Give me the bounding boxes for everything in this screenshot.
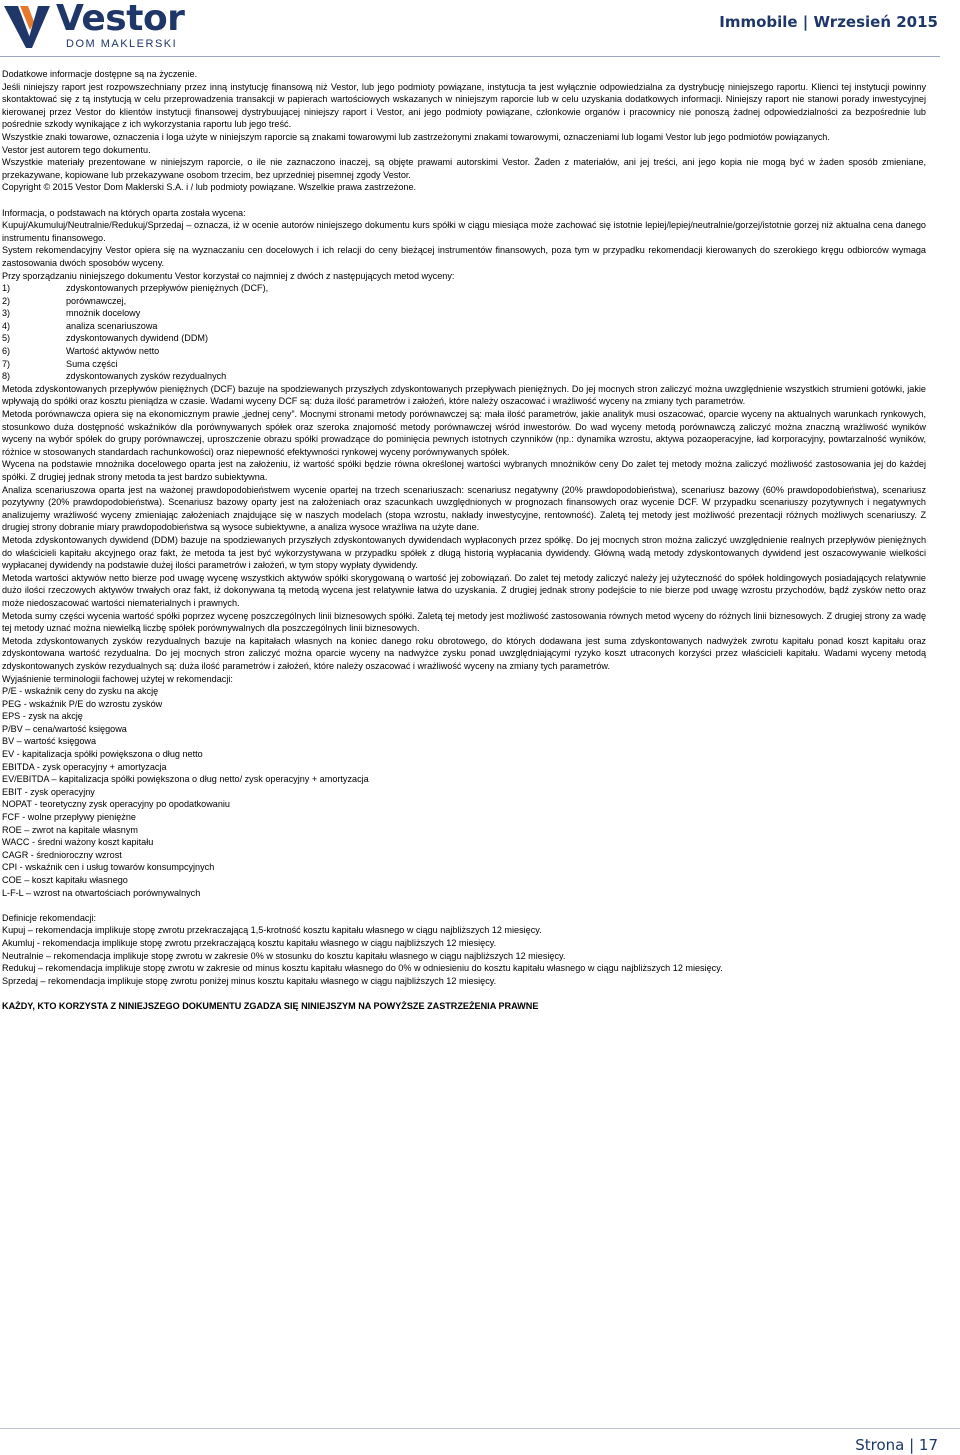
definitions-title: Definicje rekomendacji: [2,912,97,923]
definition-item: Sprzedaj – rekomendacja implikuje stopę zwrotu poniżej minus kosztu kapitału własnego w ciągu najbliższych 12 miesięcy. [2,975,497,986]
list-item [2,358,926,371]
disclaimer-paragraph: Vestor jest autorem tego dokumentu. [2,144,151,155]
method-description: Metoda zdyskontowanych przepływów pieniężnych (DCF) bazuje na spodziewanych przyszłych zdyskontowanych przepływach pieniężnych. Do jej mocnych stron zaliczyć można uwzględnienie wszystkich strumieni gotówki, jakie wpływają do spółki oraz kosztu pieniądza w czasie. Wadami wyceny DCF są: duża ilość parametrów i założeń, które należy oszacować i wrażliwość wyceny na zmiany tych parametrów. [2,383,926,407]
valuation-paragraph: Przy sporządzaniu niniejszego dokumentu Vestor korzystał co najmniej z dwóch z następujących metod wyceny: [2,270,455,281]
list-item-label: Wartość aktywów netto [66,346,160,357]
list-item [2,282,926,295]
list-item-number: 8) [2,371,11,382]
disclaimer-paragraph: Copyright © 2015 Vestor Dom Maklerski S.A. i / lub podmioty powiązane. Wszelkie prawa zastrzeżone. [2,182,417,193]
glossary-item: P/BV – cena/wartość księgowa [2,723,127,734]
document-body [2,68,926,1013]
page-header [0,0,960,58]
list-item [2,295,926,308]
header-divider [0,56,940,57]
spacer [2,987,926,1000]
logo-subtitle: DOM MAKLERSKI [66,38,178,50]
disclaimer-paragraph: Jeśli niniejszy raport jest rozpowszechniany przez inną instytucję finansową niż Vestor, lub jego podmioty powiązane, instytucja ta jest wyłącznie odpowiedzialna za dystrybucję niniejszego raportu. Klienci tej instytucji powinny skontaktować się z tą instytucją w celu przeprowadzenia transakcji w papierach wartościowych wskazanych w niniejszym raporcie lub w celu uzyskania dodatkowych informacji. Niniejszy raport nie stanowi porady inwestycyjnej kierowanej przez Vestor do klientów instytucji finansowej dystrybuującej niniejszy raport i Vestor, ani jego podmioty powiązane, członkowie organów i pracownicy nie ponoszą żadnej odpowiedzialności za bezpośrednie lub pośrednie szkody wynikające z ich wykorzystania raportu lub jego treść. [2,81,926,130]
glossary-item: EV/EBITDA – kapitalizacja spółki powiększona o dług netto/ zysk operacyjny + amortyzacja [2,774,369,785]
method-description: Metoda sumy części wycenia wartość spółki poprzez wycenę poszczególnych linii biznesowych spółki. Zaletą tej metody jest możliwość zastosowania równych metod wyceny do różnych linii biznesowych. Z drugiej strony za wadę tej metody uznać można niewielką liczbę spółek porównywalnych dla poszczególnych linii biznesowych. [2,610,926,634]
method-description: Analiza scenariuszowa oparta jest na ważonej prawdopodobieństwem wycenie opartej na trzech scenariuszach: scenariusz negatywny (20% prawdopodobieństwa), scenariusz bazowy (60% prawdopodobieństwa), scenariusz pozytywny (20% prawdopodobieństwa). Scenariusz bazowy oparty jest na założeniach oraz szacunkach uwzględnionych w prognozach finansowych oraz wycenie DCF. W przypadku scenariuszy pozytywnych i negatywnych analizujemy wrażliwość wyceny zmieniając założeniach znajdujące się w naszych modelach (stopa wzrostu, nakłady inwestycyjne, rentowność). Zaletą tej metody jest możliwość prezentacji różnych możliwych scenariuszy. Z drugiej strony dobranie miary prawdopodobieństwa są wysoce subiektywne, a analiza wysoce wrażliwa na użyte dane. [2,484,926,533]
spacer [2,194,926,207]
page-number: Strona | 17 [855,1436,938,1454]
vestor-v-logo-icon [4,4,54,50]
logo-name: Vestor [56,0,185,39]
list-item-label: zdyskontowanych zysków rezydualnych [66,371,227,382]
disclaimer-paragraph: Dodatkowe informacje dostępne są na życzenie. [2,69,198,79]
list-item-label: analiza scenariuszowa [66,320,158,331]
list-item-number: 3) [2,308,11,319]
glossary-item: EBITDA - zysk operacyjny + amortyzacja [2,761,167,772]
glossary-item: PEG - wskaźnik P/E do wzrostu zysków [2,698,163,709]
definition-item: Akumluj - rekomendacja implikuje stopę zwrotu przekraczającą kosztu kapitału własnego w ciągu najbliższych 12 miesięcy. [2,937,497,948]
glossary-item: P/E - wskaźnik ceny do zysku na akcję [2,686,159,697]
glossary-item: NOPAT - teoretyczny zysk operacyjny po opodatkowaniu [2,799,230,810]
glossary-item: WACC - średni ważony koszt kapitału [2,837,154,848]
disclaimer-paragraph: Wszystkie materiały prezentowane w niniejszym raporcie, o ile nie zaznaczono inaczej, są objęte prawami autorskimi Vestor. Żaden z materiałów, ani jej treści, ani jego kopia nie mogą być w żaden sposób zmieniane, przekazywane, kopiowane lub przekazywane osobom trzecim, bez uprzedniej pisemnej zgody Vestor. [2,157,926,180]
glossary-item: CAGR - średnioroczny wzrost [2,849,122,860]
footer-divider [0,1428,960,1429]
glossary-item: BV – wartość księgowa [2,736,97,747]
definition-item: Redukuj – rekomendacja implikuje stopę zwrotu w zakresie od minus kosztu kapitału własnego do 0% w odniesieniu do kosztu kapitału własnego w ciągu najbliższych 12 miesięcy. [2,963,723,974]
valuation-intro: Informacja, o podstawach na których oparta została wycena: [2,207,246,218]
list-item-number: 6) [2,346,11,357]
list-item-number: 4) [2,320,11,331]
list-item-number: 1) [2,283,11,294]
glossary-item: CPI - wskaźnik cen i usług towarów konsumpcyjnych [2,862,215,873]
disclaimer-section [2,68,926,194]
glossary-item: EPS - zysk na akcję [2,711,83,722]
methods-list [2,282,926,383]
glossary-item: ROE – zwrot na kapitale własnym [2,824,138,835]
glossary-item: COE – koszt kapitału własnego [2,875,128,885]
list-item [2,345,926,358]
valuation-section [2,207,926,673]
valuation-paragraph: Kupuj/Akumuluj/Neutralnie/Redukuj/Sprzedaj – oznacza, iż w ocenie autorów niniejszego dokumentu kurs spółki w ciągu miesiąca może zachować się istotnie lepiej/lepiej/neutralnie/gorzej/istotnie gorzej niż aktualna cena danego instrumentu finansowego. [2,220,926,243]
glossary-item: EBIT - zysk operacyjny [2,786,95,797]
list-item-number: 5) [2,333,11,344]
glossary-title: Wyjaśnienie terminologii fachowej użytej w rekomendacji: [2,673,233,684]
list-item-label: zdyskontowanych przepływów pieniężnych (DCF), [66,283,269,294]
glossary-item: EV - kapitalizacja spółki powiększona o dług netto [2,749,203,760]
list-item-label: zdyskontowanych dywidend (DDM) [66,333,209,344]
disclaimer-paragraph: Wszystkie znaki towarowe, oznaczenia i loga użyte w niniejszym raporcie są znakami towarowymi lub zastrzeżonymi znakami towarowymi, oznaczeniami lub logami Vestor lub jego podmiotów powiązanych. [2,131,830,142]
spacer [2,899,926,912]
list-item-number: 2) [2,295,11,306]
method-description: Wycena na podstawie mnożnika docelowego oparta jest na założeniu, iż wartość spółki będzie równa określonej wartości wybranych mnożników ceny Do zalet tej metody można zaliczyć możliwość zastosowania jej do każdej spółki. Z drugiej jednak strony metoda ta jest bardzo subiektywna. [2,459,926,482]
valuation-paragraph: System rekomendacyjny Vestor opiera się na wyznaczaniu cen docelowych i ich relacji do ceny bieżącej instrumentów finansowych, poza tym w przypadku rekomendacji kierowanych do szerokiego kręgu odbiorców wymaga zastosowania dwóch sposobów wyceny. [2,245,926,268]
list-item [2,332,926,345]
method-description: Metoda zdyskontowanych zysków rezydualnych bazuje na kapitałach własnych na koniec danego roku obrotowego, do których dodawana jest suma zdyskontowanych nadwyżek zwrotu kapitału ponad koszt kapitału oraz zdyskontowana wartość rezydualna. Do jej mocnych stron zaliczyć można oparcie wyceny na nadwyżce zysku ponad uwzględniającymi ryzyko koszt utraconych korzyści przez właścicieli kapitału. Wadami wyceny metodą zdyskontowanych zysków rezydualnych są: duża ilość parametrów i założeń, które należy oszacować i wrażliwość wyceny na zmiany tych parametrów. [2,635,926,671]
list-item [2,370,926,383]
list-item-label: Suma części [66,358,118,369]
vestor-logo [4,0,185,52]
definition-item: Neutralnie – rekomendacja implikuje stopę zwrotu w zakresie 0% w stosunku do kosztu kapitału własnego w ciągu najbliższych 12 miesięcy. [2,950,566,961]
list-item-number: 7) [2,358,11,369]
report-title: Immobile | Wrzesień 2015 [719,13,938,31]
glossary-section [2,673,926,900]
definition-item: Kupuj – rekomendacja implikuje stopę zwrotu przekraczającą 1,5-krotność kosztu kapitału własnego w ciągu najbliższych 12 miesięcy. [2,925,542,936]
glossary-item: L-F-L – wzrost na otwartościach porównywalnych [2,887,201,898]
list-item-label: mnożnik docelowy [66,308,141,319]
method-description: Metoda zdyskontowanych dywidend (DDM) bazuje na spodziewanych przyszłych zdyskontowanych dywidendach wypłaconych przez spółkę. Do jej mocnych stron można zaliczyć uwzględnienie realnych przepływów pieniężnych do właścicieli kapitału akcyjnego oraz fakt, że metoda ta jest być wykorzystywana w przypadku spółek z długą historią wypłacania dywidendy. Główną wadą metody zdyskontowanych dywidend jest oszacowywanie wielkości wypłacanej dywidendy na podstawie dużej ilości parametrów i założeń, w tym stopy wypłaty dywidendy. [2,534,926,571]
legal-warning: KAŻDY, KTO KORZYSTA Z NINIEJSZEGO DOKUMENTU ZGADZA SIĘ NINIEJSZYM NA POWYŻSZE ZASTRZEŻENIA PRAWNE [2,1000,539,1011]
method-description: Metoda wartości aktywów netto bierze pod uwagę wycenę wszystkich aktywów spółki skorygowaną o wartość jej zobowiązań. Do zalet tej metody zaliczyć należy jej użyteczność do spółek holdingowych posiadających relatywnie dużo ilości rzeczowych aktywów trwałych oraz fakt, iż dokonywana tą metodą wycena jest relatywnie łatwa do uzyskania. Z drugiej jednak strony podejście to nie bierze pod uwagę wzrostu przychodów, bądź zysków netto oraz może niedoszacować wartości niematerialnych i prawnych. [2,572,926,608]
list-item [2,320,926,333]
method-description: Metoda porównawcza opiera się na ekonomicznym prawie „jednej ceny”. Mocnymi stronami metody porównawczej są: mała ilość parametrów, jakie analityk musi oszacować, oparcie wyceny na aktualnych warunkach rynkowych, stosunkowo duża dostępność wskaźników dla porównywanych spółek oraz szeroka znajomość metody porównawczej wśród inwestorów. Do wad wyceny metodą porównawczą zaliczyć można znaczną wrażliwość wyników wyceny na wybór spółek do grupy porównawczej, uproszczenie obrazu spółki prowadzące do pominięcia pewnych istotnych czynników (np.: dynamika wzrostu, aktywa pozaoperacyjne, ład korporacyjny, powtarzalność wyników, różnice w stosowanych standardach rachunkowości) oraz niepewność efektywności rynkowej wyceny porównywanych spółek. [2,409,926,457]
definitions-section [2,912,926,988]
list-item [2,307,926,320]
glossary-item: FCF - wolne przepływy pieniężne [2,812,136,823]
list-item-label: porównawczej, [66,295,127,306]
